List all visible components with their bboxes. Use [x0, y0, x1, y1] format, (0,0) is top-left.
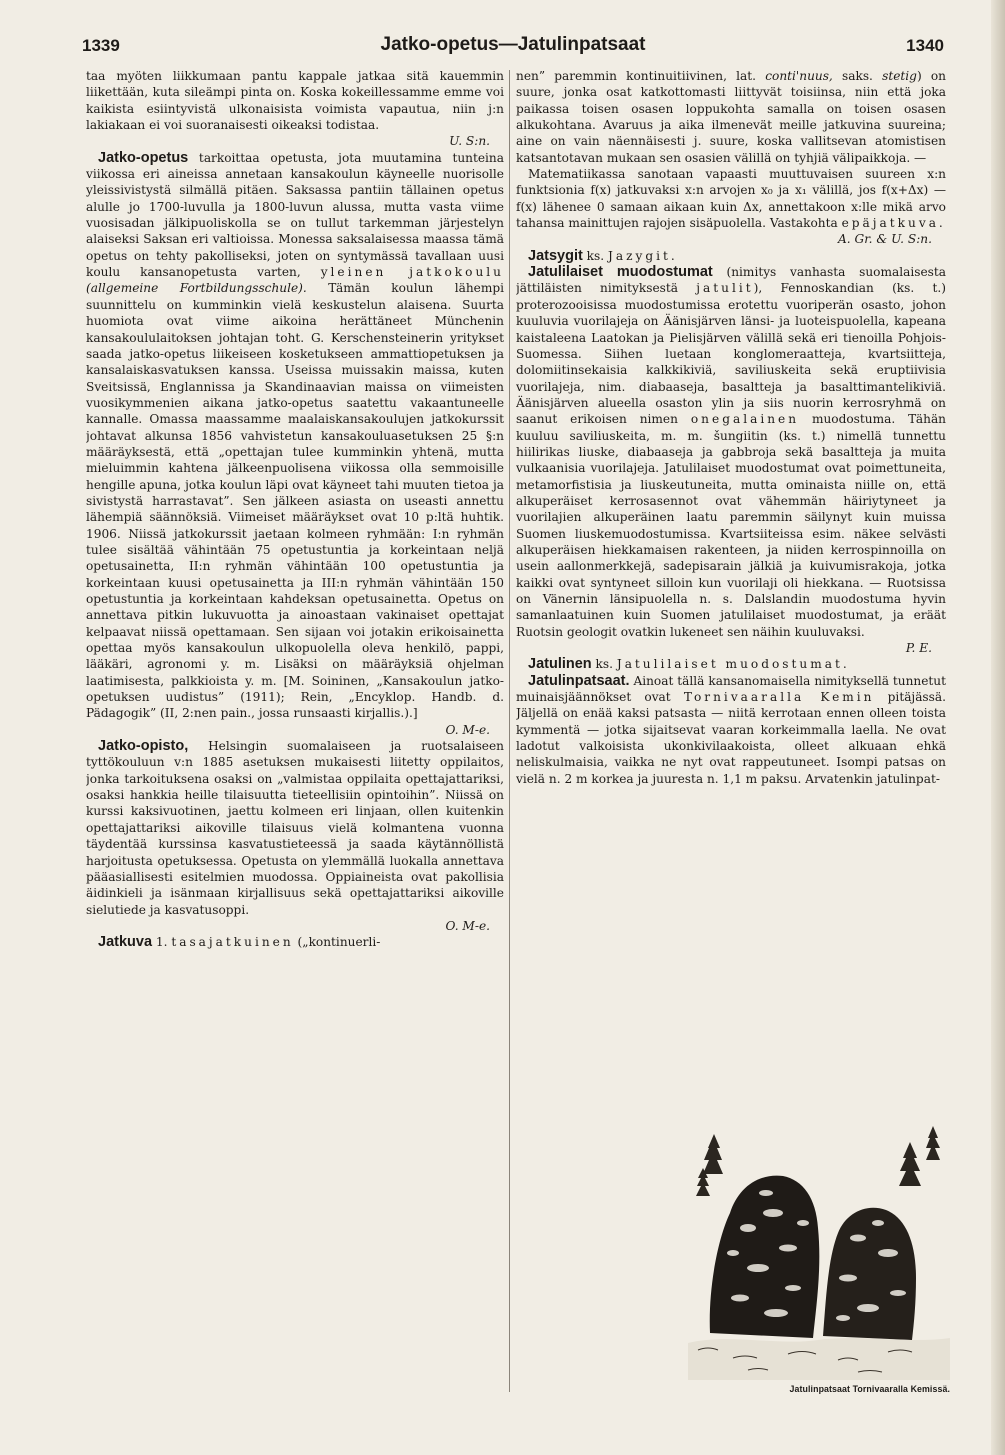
article-math-paragraph [516, 166, 946, 231]
ground [688, 1338, 950, 1380]
article-text: Helsingin suomalaiseen ja ruotsalaiseen tyttökouluun v:n 1885 asetuksen mukaisesti liitetty oppilaitos, jonka tarkoituksena osaksi on „valmistaa oppilaita opettajattariksi, osaksi hankkia heille tilaisuutta tieteellisiin opintoihin”. Niissä on kurssi kaksivuotinen, jaettu kolmeen eri linjaan, ollen kuitenkin opettajattariksi aikoville tilaisuus vielä kolmantena vuonna täydentää kurssinsa kasvatustieteessä ja saada käytännöllistä harjoitusta opetuksessa. Opetusta on ylemmällä luokalla annettava pääasiallisesti esitelmien muodossa. Oppiaineista ovat pakollisia äidinkieli ja isänmaan kirjallisuus sekä opettajattariksi aikoville sielutiede ja kasvatusoppi. [86, 739, 504, 917]
headword: Jatulinpatsaat. [528, 672, 630, 689]
article-text: (nimitys vanhasta suomalaisesta jättiläisten nimityksestä [516, 265, 946, 296]
right-stone-pillar [823, 1208, 916, 1340]
header-title: Jatko-opetus—Jatulinpatsaat [380, 34, 646, 55]
figure-jatulinpatsaat [688, 1118, 950, 1400]
left-stone-pillar [710, 1176, 820, 1338]
article-text: ), Fennoskandian (ks. t.) proterozooisissa muodostumissa erotettu vuoriperän osasto, johon kuuluvia vuorilajeja on Äänisjärven länsi- ja luoteispuolella, kapeana kaistaleena Laatokan ja Pielisjärven välillä sekä eri tienoilla Pohjois-Suomessa. Siihen luetaan konglomeraatteja, kvartsiitteja, dolomiitinsekaisia kalkkikiviä, saviliuskeita sekä eruptiivisia vuorilajeja, nim. diabaaseja, basaltteja ja basalttimantelikiviä. Äänisjärven alueella osaston ylin ja siis nuorin kerrosryhmä on saanut erikoisen nimen [516, 281, 946, 427]
article-text: („kontinuerli- [293, 935, 381, 950]
article-jatulinpatsaat [516, 673, 946, 787]
spaced-term: Tornivaaralla Kemin [683, 690, 875, 705]
spaced-term: jatulit [696, 281, 754, 296]
article-text: Tämän koulun lähempi suunnittelu on kumminkin vielä keskustelun alaisena. Suurta huomiota ovat viime aikoina herättäneet Münchenin kansakoululaitoksen johtajan toht. G. Kerschensteinerin yritykset saada jatko-opetus liikeiseen kosketukseen ammattiopetuksen ja kansalaiskasvatuksen kanssa. Useissa muissakin maissa, kuten Sveitsissä, Englannissa ja Skandinaavian maissa on viimeisten vuosikymmenien aikana jatko-opetus saatettu vakaantuneelle kannalle. Omassa maassamme maalaiskansakoulujen jatkokurssit johtavat alkunsa 1856 vahvistetun kansakouluasetuksen 25 §:n määräyksestä, että „opettajan tulee kumminkin yhtenä, mutta mieluimmin kahtena jälkeenpuolisena viikossa olla semmoisille hengille apuna, jotka koulun läpi ovat käyneet tahi muuten tietoa ja sivistystä harrastavat”. Sen jälkeen asiasta on useasti annettu lähempiä säännöksiä. Viimeiset määräykset ovat 10 p:ltä huhtik. 1906. Niissä jatkokurssit jaetaan kolmeen ryhmään: I:n ryhmän tulee sisältää vähintään 75 opetustuntia ja korkeintaan neljä opetusainetta, II:n ryhmän vähintään 100 opetustuntia ja korkeintaan kuusi opetusainetta ja III:n ryhmän vähintään 150 opetustuntia ja korkeintaan kahdeksan opetusainetta. Opetus on annettava pitkin lukuvuotta ja ainoastaan vakinaiset opettajat kelpaavat niissä opettamaan. Sen sijaan voi jotakin erikoisainetta opettaa myös kansakoulun ulkopuolella oleva henkilö, pappi, lääkäri, agronomi y. m. Lisäksi on määräyksiä ohjelman laatimisesta, palkkioista y. m. [M. Soininen, „Kansakoulun jatko-opetuksen uudistus” (1911); Rein, „Encyklop. Handb. d. Pädagogik” (II, 2:nen pain., jossa runsaasti kirjallis.).] [86, 281, 504, 721]
spaced-term: epäjatkuva. [841, 216, 946, 231]
headword: Jatko-opisto, [98, 738, 189, 755]
headword: Jatsygit [528, 247, 583, 264]
author-signature: P. E. [905, 641, 932, 656]
figure-caption: Jatulinpatsaat Tornivaaralla Kemissä. [789, 1384, 950, 1394]
article-text: muodostuma. Tähän kuuluu saviliuskeita, m. m. šungiitin (ks. t.) nimellä tunnettu hiilirikas liuske, diabaaseja ja gabbroja sekä basaltteja ja muita vulkaanisia vuorilajeja. Jatulilaiset muodostumat ovat poimettuneita, metamorfistisia ja liuskeutuneita, mutta ominaista niille on, että alkuperäiset kerrosasennot ovat vähemmän häiriytyneet ja vuorilajien alkuperäinen laatu paremmin säilynyt kuin muissa Suomen liuskemuodostumissa. Kvartsiiteissa esim. näkee selvästi alkuperäisen hiekkamaisen rakenteen, ja niiden kerrospinnoilla on usein aallonmerkkejä, sadepisarain jälkiä ja kuivumisrakoja, jotka kaikki ovat syntyneet silloin kun vuorilaji oli hiekkana. — Ruotsissa on Vänernin länsipuolella n. s. Dalslandin muodostuma hyvin samanlaatuinen kuin Suomen jatulilaiset muodostumat, ja eräät Ruotsin geologit ovatkin lukeneet sen näihin kuuluvaksi. [516, 412, 946, 639]
article-text: ks. [582, 248, 608, 263]
article-jatko-opetus [86, 150, 504, 722]
spaced-term: yleinen jatkokoulu [320, 265, 504, 280]
article-text: ) on suure, jonka osat katkottomasti liittyvät toisiinsa, niin että joka paikassa toisen osasen loppukohta samalla on toisen osasen alkukohtana. Avaruus ja aika ilmenevät meille jatkuvina suureina; aine on vain näennäisesti j. suure, koska vallitsevan atomistisen katsantotavan mukaan sen osasien välillä on tyhjiä välipaikkoja. — [516, 69, 946, 165]
article-jatkuva [86, 934, 504, 950]
article-text: nen” paremmin kontinuitiivinen, lat. [516, 69, 766, 83]
article-text: saks. [832, 69, 883, 83]
page-edge-shadow [991, 0, 1005, 1455]
stone-pillars-illustration [688, 1118, 950, 1380]
tree-silhouettes [696, 1126, 940, 1196]
article-text: ks. [591, 657, 617, 672]
cross-reference: Jatulilaiset muodostumat. [616, 657, 850, 672]
running-header [82, 32, 944, 62]
author-signature: O. M-e. [445, 918, 490, 933]
article-jatko-opisto [86, 738, 504, 918]
article-jatulinen [516, 656, 946, 672]
article-jatulilaiset-muodostumat [516, 264, 946, 640]
column-divider [509, 70, 510, 1392]
author-signature: A. Gr. & U. S:n. [838, 232, 932, 247]
headword: Jatulinen [528, 656, 592, 673]
article-text: Matematiikassa sanotaan vapaasti muuttuvaisen suureen x:n funktsionia f(x) jatkuvaksi x:n arvojen x₀ ja x₁ välillä, jos f(x+Δx) — f(x) lähenee 0 samaan aikaan kuin Δx, annettakoon x:lle mikä arvo tahansa mainittujen rajojen sisäpuolella. Vastakohta [516, 167, 946, 231]
headword: Jatko-opetus [98, 149, 189, 166]
page-number-right: 1340 [906, 36, 944, 55]
article-continuation: taa myöten liikkumaan pantu kappale jatkaa sitä kauemmin liikettään, kuta sileämpi pinta on. Koska kokeillessamme emme voi kaikista esiintyvistä ulkonaisista voimista vapautua, niin j:n lakiakaan ei voi suoranaisesti oikeaksi todistaa. [86, 69, 504, 133]
italic-term: stetig [882, 69, 917, 83]
headword: Jatkuva [98, 934, 153, 951]
italic-term: (allgemeine Fortbildungsschule). [86, 281, 307, 296]
article-text: Ainoat tällä kansanomaisella nimityksellä tunnetut muinaisjäännökset ovat [516, 673, 946, 705]
article-jatkuva-continued [516, 68, 946, 166]
italic-term: conti'nuus, [765, 69, 833, 83]
headword: Jatulilaiset muodostumat [528, 264, 713, 281]
page-number-left: 1339 [82, 36, 120, 55]
left-column [86, 68, 504, 1386]
article-text: tarkoittaa opetusta, jota muutamina tunteina viikossa eri aineissa annetaan kansakoulun käyneelle nuorisolle yleissivistystä silmällä pitäen. Saksassa pantiin tällainen opetus alulle jo 1700-luvulla ja 1800-luvun alussa, mutta vasta viime vuosisadan jälkipuoliskolla se on tullut tarkemman järjestelyn alaiseksi Saksan eri valtioissa. Monessa saksalaisessa maassa tämä opetus on tehty pakolliseksi, joten on syntymässä tavallaan uusi koulu kansanopetusta varten, [86, 150, 504, 280]
spaced-term: onegalainen [690, 412, 800, 427]
author-signature: U. S:n. [449, 134, 490, 149]
cross-reference: Jazygit. [607, 248, 678, 263]
article-jatsygit [516, 248, 946, 264]
spaced-term: tasajatkuinen [171, 935, 294, 950]
article-text: pitäjässä. Jäljellä on enää kaksi patsasta — niitä kerrotaan ennen olleen toista kymmentä — jotka sijaitsevat vaaran korkeimmalla laella. Ne ovat ladotut valkoisista ukonkivilaakoista, olleet alkuaan ehkä neliskulmaisia, vaikka ne nyt ovat rappeutuneet. Isompi patsas on vielä n. 2 m korkea ja juuresta n. 1,1 m paksu. Arvatenkin jatulinpat- [516, 690, 946, 786]
author-signature: O. M-e. [445, 722, 490, 737]
article-text: 1. [152, 935, 172, 950]
